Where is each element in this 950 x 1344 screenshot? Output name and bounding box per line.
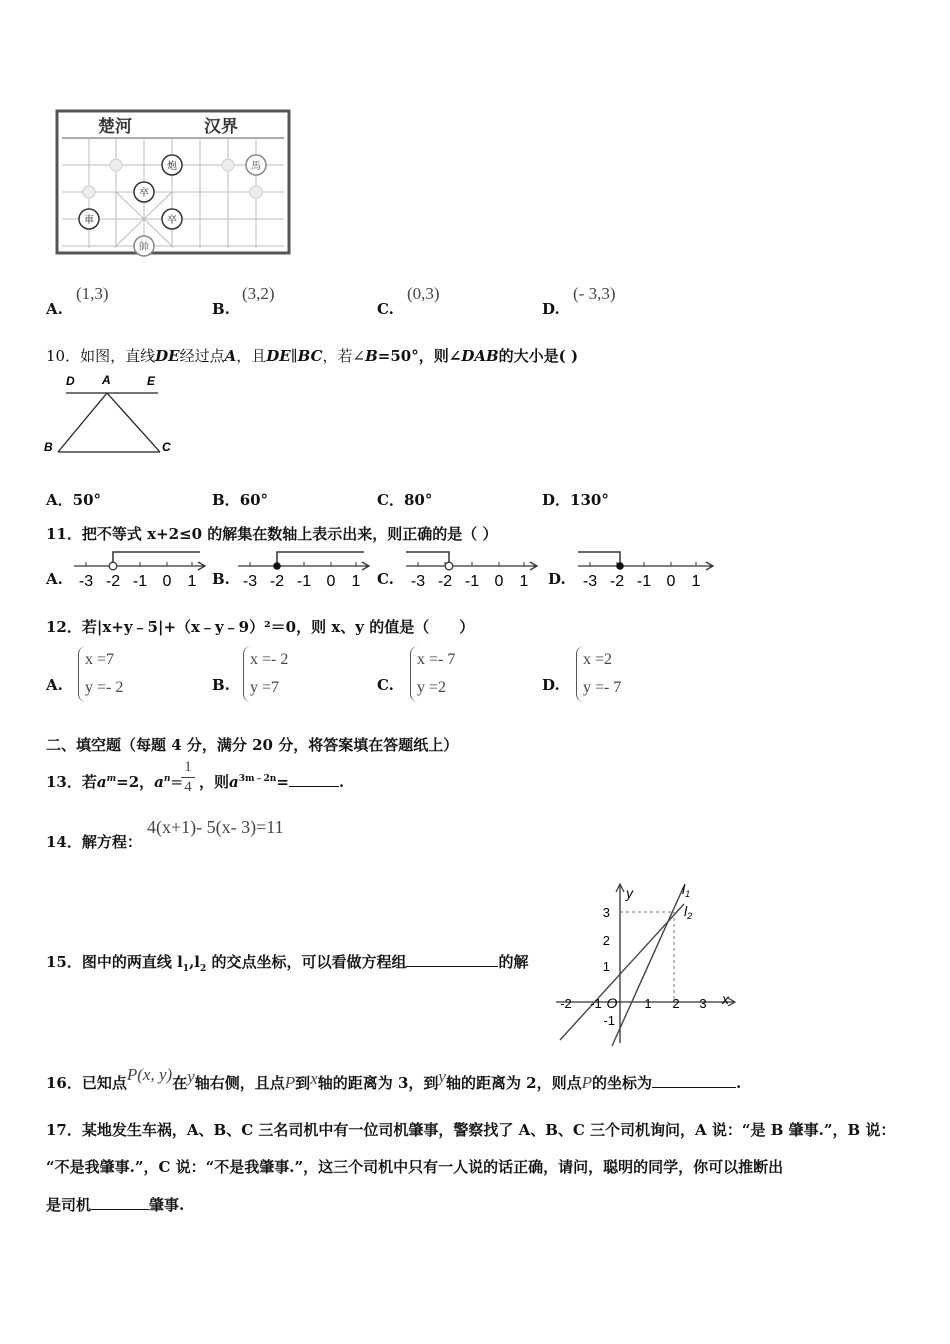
- chess-piece-zu-1-label: 卒: [139, 188, 149, 199]
- q10-option-a: A．50°: [46, 491, 102, 509]
- q17-line-3: 是司机 肇事.: [46, 1196, 185, 1214]
- q11-number-line-a: [70, 546, 210, 590]
- tick-label: 1: [351, 573, 361, 590]
- chess-piece-zu-2-label: 卒: [167, 215, 177, 226]
- q12-option-b-system: x =- 2 y =7: [243, 646, 288, 702]
- y-tick: 2: [602, 933, 610, 948]
- tick-label: 1: [187, 573, 197, 590]
- y-tick: 3: [602, 905, 610, 920]
- label-d: D: [66, 374, 75, 388]
- tick-label: -3: [582, 573, 598, 590]
- label-b: B: [44, 440, 53, 454]
- q12-option-b-letter: B.: [212, 676, 230, 694]
- axis-label-y: y: [626, 885, 633, 901]
- x-tick: 1: [644, 996, 652, 1011]
- q11-number-line-c: [402, 546, 542, 590]
- q13-stem-tail: ，则$a^{3m﹣2n}=$ .: [199, 773, 345, 791]
- tick-label: -1: [464, 573, 480, 590]
- q9-option-d-letter: D.: [542, 300, 560, 318]
- q16-stem: 16．已知点P(x, y)在y轴右侧，且点P到x轴的距离为 3，到y轴的距离为 2，则点P的坐标为 .: [46, 1065, 742, 1092]
- x-tick: -1: [590, 996, 602, 1011]
- tick-label: -2: [609, 573, 625, 590]
- tick-label: -2: [269, 573, 285, 590]
- label-a: A: [102, 373, 111, 387]
- q11-option-b-letter: B.: [212, 570, 230, 588]
- chess-board-figure: [54, 108, 294, 260]
- q13-fraction: 1 4: [181, 758, 195, 797]
- q9-option-c-letter: C.: [377, 300, 394, 318]
- q10-option-d: D．130°: [542, 491, 609, 509]
- q12-stem: 12．若|x+y﹣5|+（x﹣y﹣9）²＝0，则 x、y 的值是（ ）: [46, 618, 475, 636]
- x-tick: 2: [672, 996, 680, 1011]
- y-tick: -1: [603, 1013, 615, 1028]
- q11-number-line-b: [234, 546, 374, 590]
- q12-option-c-system: x =- 7 y =2: [410, 646, 455, 702]
- tick-label: -3: [242, 573, 258, 590]
- line-label-l1: $l_1$: [682, 881, 691, 899]
- tick-label: -1: [636, 573, 652, 590]
- q11-option-d-letter: D.: [548, 570, 566, 588]
- q11-option-a-letter: A.: [46, 570, 63, 588]
- q10-option-c: C．80°: [377, 491, 433, 509]
- q10-option-b: B．60°: [212, 491, 269, 509]
- label-c: C: [162, 440, 171, 454]
- x-tick: 3: [699, 996, 707, 1011]
- tick-label: -3: [78, 573, 94, 590]
- chess-piece-ma-label: 馬: [251, 161, 261, 172]
- q12-option-d-system: x =2 y =- 7: [576, 646, 621, 702]
- q10-triangle-figure: [40, 368, 180, 460]
- chess-piece-pao-label: 炮: [167, 161, 177, 172]
- q15-stem: 15．图中的两直线 $l_1,l_2$ 的交点坐标，可以看做方程组 的解: [46, 953, 529, 974]
- q11-number-line-d: [574, 546, 718, 590]
- q9-option-d-value: (- 3,3): [573, 284, 616, 303]
- tick-label: 0: [666, 573, 676, 590]
- tick-label: 1: [519, 573, 529, 590]
- q11-stem: 11．把不等式 x+2≤0 的解集在数轴上表示出来，则正确的是（ ）: [46, 525, 498, 543]
- q14-label: 14．解方程：: [46, 833, 142, 851]
- q9-option-c-value: (0,3): [407, 284, 440, 303]
- river-right-label: 汉界: [204, 117, 238, 136]
- tick-label: -3: [410, 573, 426, 590]
- q9-option-a-value: (1,3): [76, 284, 109, 303]
- q9-option-b-value: (3,2): [242, 284, 275, 303]
- q12-option-a-system: x =7 y =- 2: [78, 646, 123, 702]
- tick-label: -2: [437, 573, 453, 590]
- tick-label: 0: [326, 573, 336, 590]
- tick-label: 0: [494, 573, 504, 590]
- chess-piece-ju-label: 車: [84, 215, 94, 226]
- y-tick: 1: [602, 959, 610, 974]
- x-tick: -2: [560, 996, 572, 1011]
- q10-stem: 10．如图，直线DE经过点A，且DE∥BC，若∠B=50°，则∠DAB的大小是( ): [46, 347, 579, 365]
- q17-line-1: 17．某地发生车祸，A、B、C 三名司机中有一位司机肇事，警察找了 A、B、C 三个司机询问，A 说：“是 B 肇事.”，B 说：: [46, 1121, 896, 1139]
- label-e: E: [147, 374, 156, 388]
- section-2-heading: 二、填空题（每题 4 分，满分 20 分，将答案填在答题纸上）: [46, 736, 459, 754]
- axis-label-x: x: [722, 991, 729, 1007]
- q9-option-a-letter: A.: [46, 300, 63, 318]
- q17-line-2: “不是我肇事.”，C 说：“不是我肇事.”，这三个司机中只有一人说的话正确，请问，聪明的同学，你可以推断出: [46, 1158, 784, 1176]
- line-label-l2: $l_2$: [684, 903, 693, 921]
- q14-equation: 4(x+1)- 5(x- 3)=11: [147, 817, 284, 837]
- q13-stem: 13．若$a^m=2$，$a^n=$: [46, 773, 184, 791]
- tick-label: -1: [132, 573, 148, 590]
- x-tick: O: [606, 995, 618, 1011]
- q15-graph-figure: [552, 878, 742, 1048]
- q12-option-d-letter: D.: [542, 676, 560, 694]
- chess-piece-shuai-label: 帥: [139, 242, 149, 253]
- tick-label: 1: [691, 573, 701, 590]
- river-left-label: 楚河: [98, 117, 132, 136]
- tick-label: 0: [162, 573, 172, 590]
- tick-label: -1: [296, 573, 312, 590]
- q12-option-c-letter: C.: [377, 676, 394, 694]
- q11-option-c-letter: C.: [377, 570, 394, 588]
- tick-label: -2: [105, 573, 121, 590]
- q9-option-b-letter: B.: [212, 300, 230, 318]
- q12-option-a-letter: A.: [46, 676, 63, 694]
